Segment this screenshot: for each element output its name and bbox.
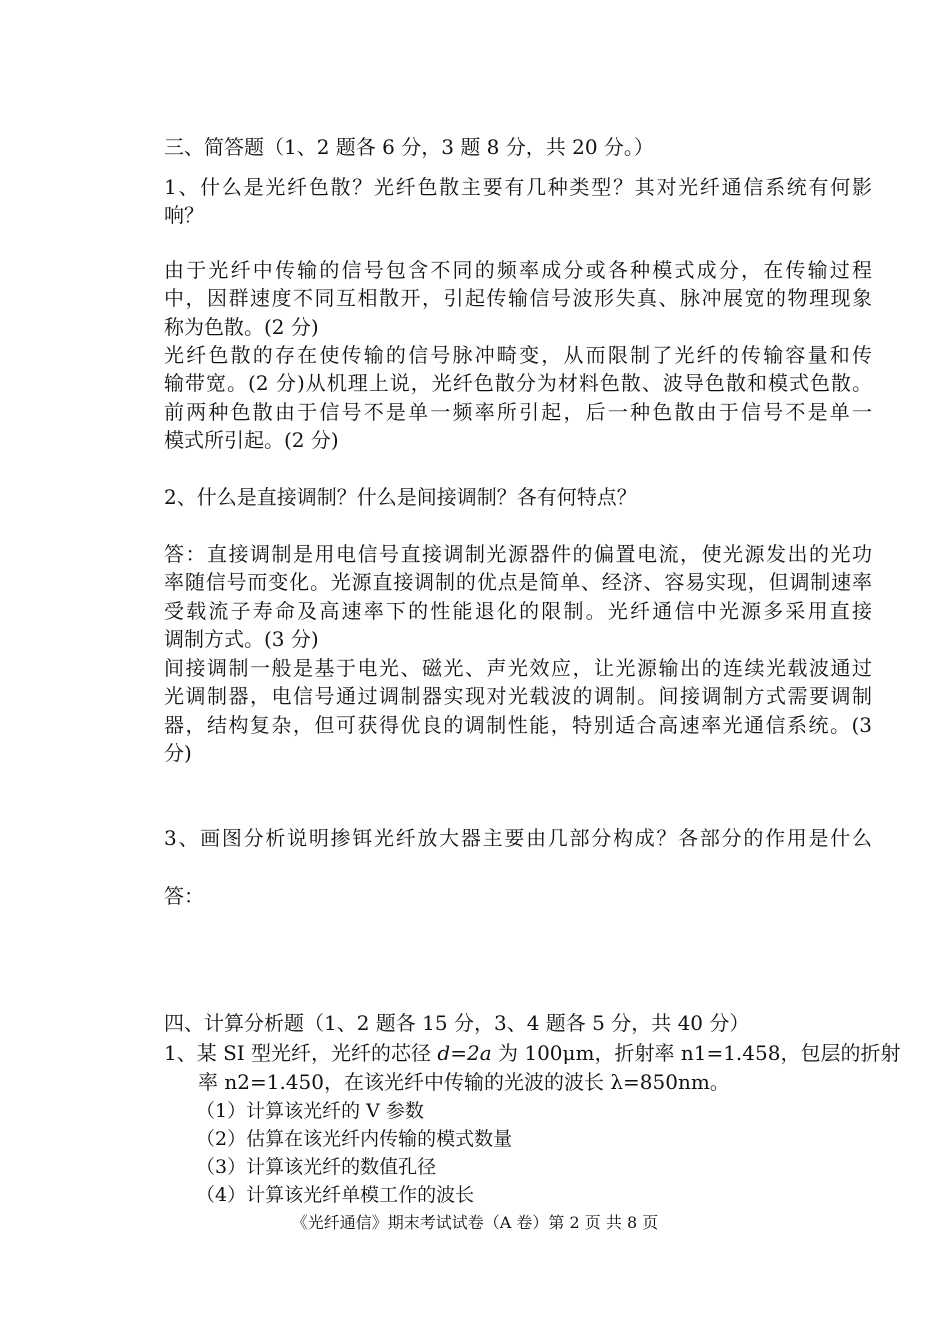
subquestion-item: （2）估算在该光纤内传输的模式数量 bbox=[196, 1128, 513, 1150]
q1-answer-line: 前两种色散由于信号不是单一频率所引起，后一种色散由于信号不是单一 bbox=[164, 400, 872, 424]
q3-answer-label: 答： bbox=[164, 884, 204, 908]
s4-q1-line1 bbox=[164, 1039, 900, 1067]
q2-answer-line: 光调制器，电信号通过调制器实现对光载波的调制。间接调制方式需要调制 bbox=[164, 684, 872, 708]
q2-answer-line: 答：直接调制是用电信号直接调制光源器件的偏置电流，使光源发出的光功 bbox=[164, 542, 872, 566]
q2-answer-line: 分) bbox=[164, 741, 192, 765]
q1-question-line1: 1、什么是光纤色散？光纤色散主要有几种类型？其对光纤通信系统有何影 bbox=[164, 175, 872, 199]
section4-heading: 四、计算分析题（1、2 题各 15 分，3、4 题各 5 分，共 40 分） bbox=[164, 1011, 750, 1035]
page-footer: 《光纤通信》期末考试试卷（A 卷）第 2 页 共 8 页 bbox=[291, 1213, 659, 1232]
subquestion-item: （4）计算该光纤单模工作的波长 bbox=[196, 1184, 475, 1206]
q2-question: 2、什么是直接调制？什么是间接调制？各有何特点？ bbox=[164, 485, 637, 509]
subquestion-item: （3）计算该光纤的数值孔径 bbox=[196, 1156, 437, 1178]
q3-question: 3、画图分析说明掺铒光纤放大器主要由几部分构成？各部分的作用是什么 bbox=[164, 826, 872, 850]
q1-answer-line: 模式所引起。(2 分) bbox=[164, 428, 339, 452]
q1-answer-line: 中，因群速度不同互相散开，引起传输信号波形失真、脉冲展宽的物理现象 bbox=[164, 286, 872, 310]
subquestion-item: （1）计算该光纤的 V 参数 bbox=[196, 1100, 424, 1122]
q1-answer-line: 称为色散。(2 分) bbox=[164, 315, 319, 339]
q1-answer-line: 光纤色散的存在使传输的信号脉冲畸变，从而限制了光纤的传输容量和传 bbox=[164, 343, 872, 367]
q1-question-line2: 响？ bbox=[164, 203, 204, 227]
q2-answer-line: 调制方式。(3 分) bbox=[164, 627, 319, 651]
q2-answer-line: 率随信号而变化。光源直接调制的优点是简单、经济、容易实现，但调制速率 bbox=[164, 570, 872, 594]
s4-q1-math-diameter: d=2a bbox=[437, 1041, 492, 1065]
q1-answer-line: 输带宽。(2 分)从机理上说，光纤色散分为材料色散、波导色散和模式色散。 bbox=[164, 371, 872, 395]
q1-answer-line: 由于光纤中传输的信号包含不同的频率成分或各种模式成分，在传输过程 bbox=[164, 258, 872, 282]
s4-q1-line2: 率 n2=1.450，在该光纤中传输的光波的波长 λ=850nm。 bbox=[198, 1070, 730, 1094]
q2-answer-line: 受载流子寿命及高速率下的性能退化的限制。光纤通信中光源多采用直接 bbox=[164, 599, 872, 623]
section3-heading: 三、简答题（1、2 题各 6 分，3 题 8 分，共 20 分。） bbox=[164, 135, 654, 159]
q2-answer-line: 间接调制一般是基于电光、磁光、声光效应，让光源输出的连续光载波通过 bbox=[164, 656, 872, 680]
q2-answer-line: 器，结构复杂，但可获得优良的调制性能，特别适合高速率光通信系统。(3 bbox=[164, 713, 872, 737]
s4-q1-line1-prefix: 1、某 SI 型光纤，光纤的芯径 bbox=[164, 1041, 438, 1065]
s4-q1-line1-suffix: 为 100μm，折射率 n1=1.458，包层的折射 bbox=[491, 1041, 901, 1065]
